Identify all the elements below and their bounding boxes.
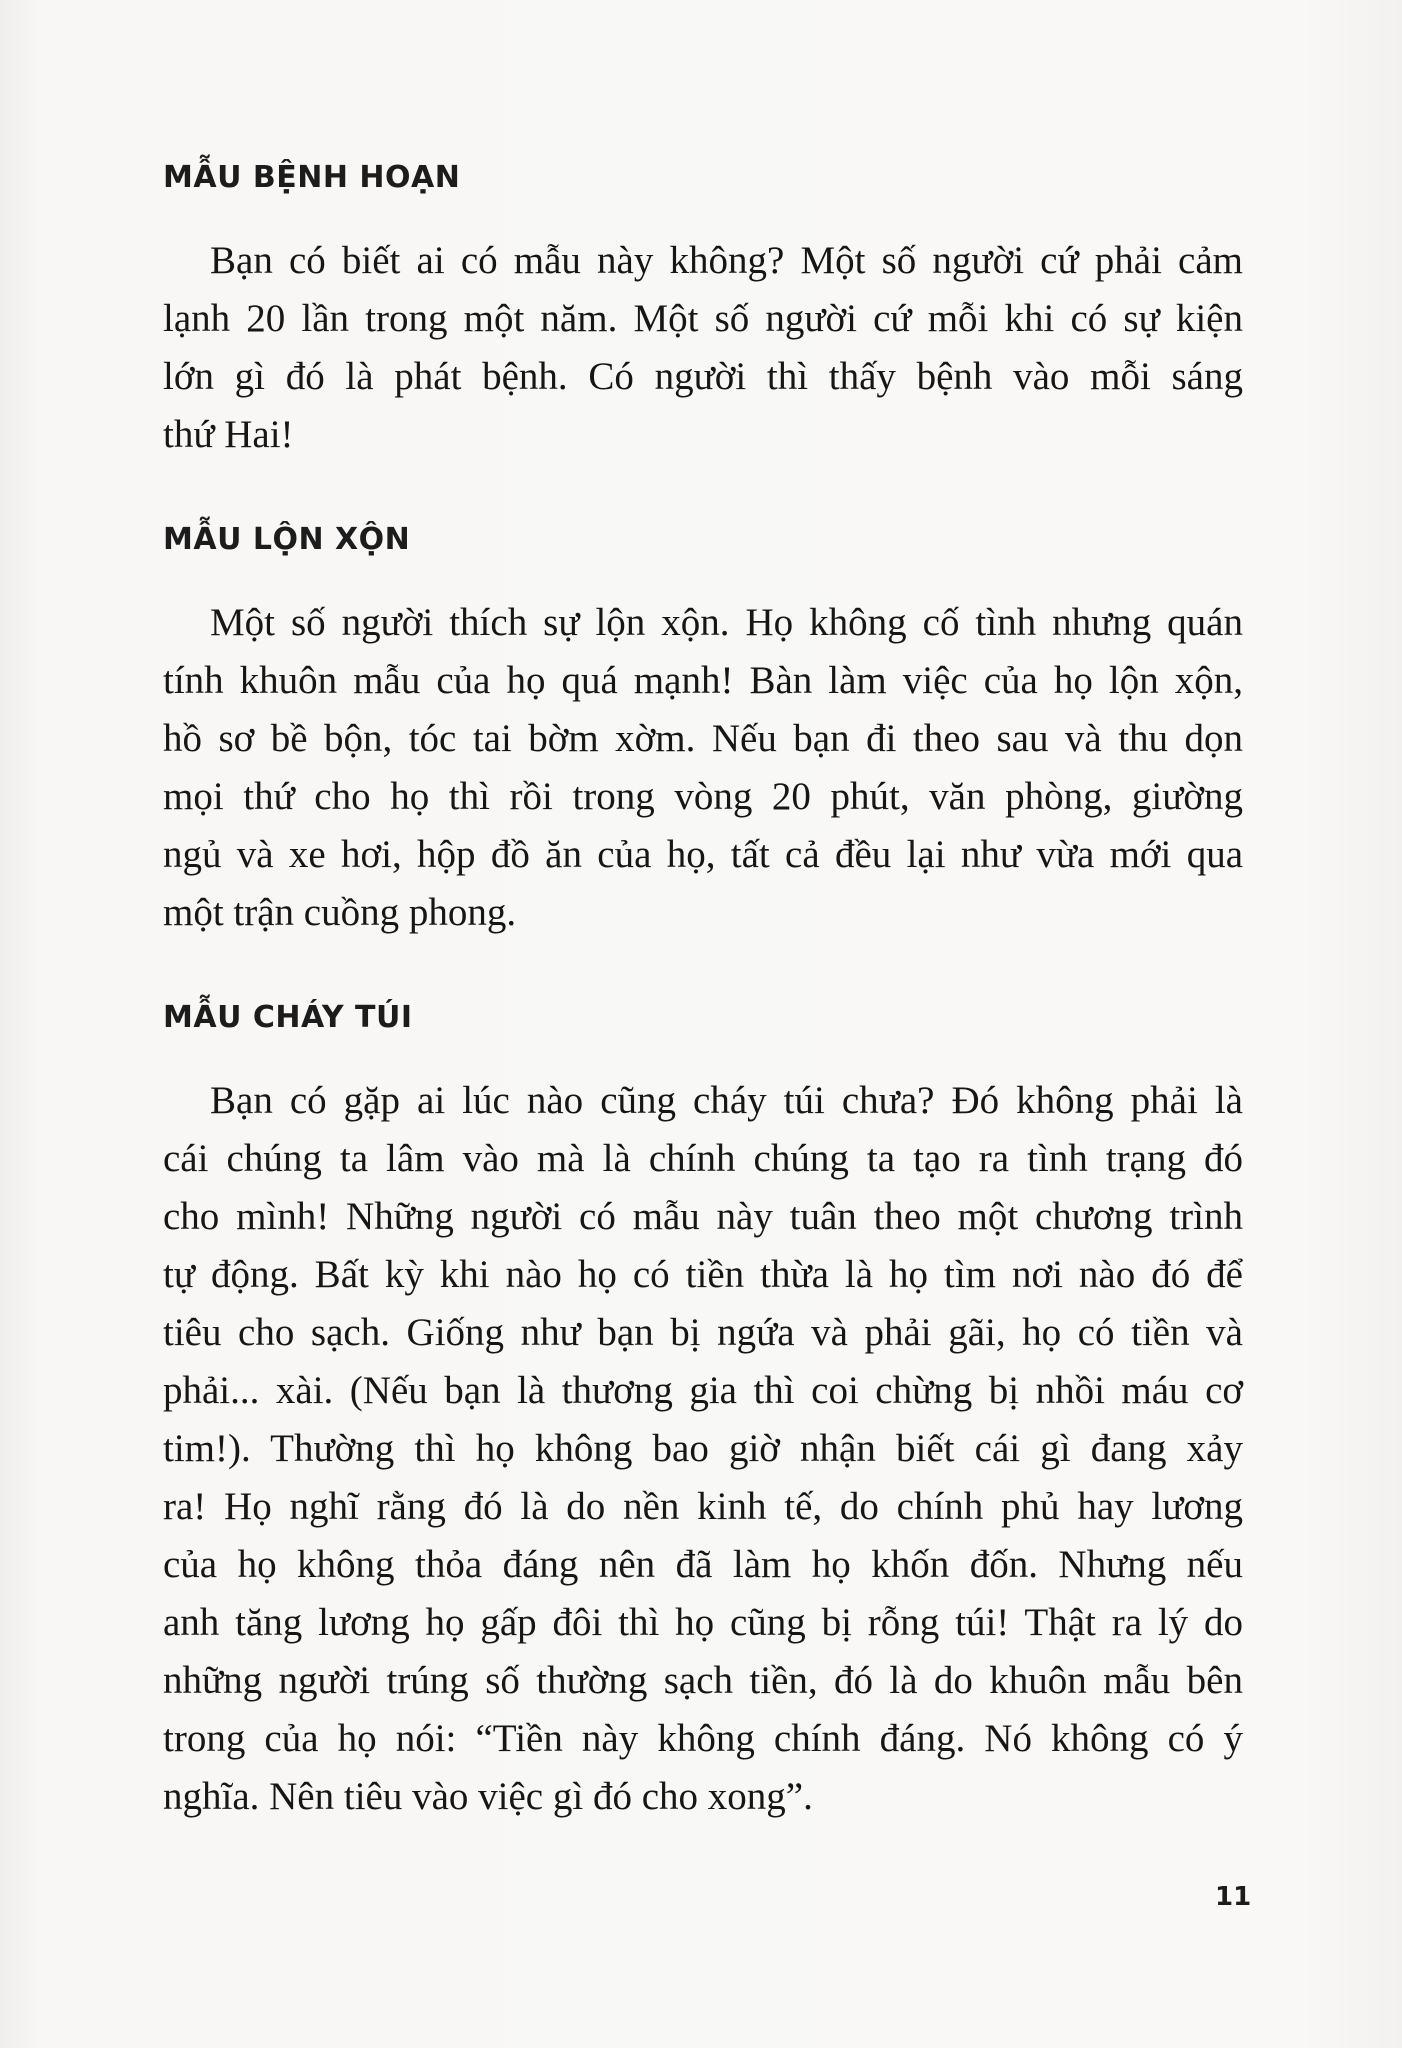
paragraph-line: cho mình! Những người có mẫu này tuân theo một chương trình: [163, 1195, 1243, 1238]
section-heading-messy: MẪU LỘN XỘN: [163, 522, 411, 557]
paragraph-line: phải... xài. (Nếu bạn là thương gia thì coi chừng bị nhồi máu cơ: [163, 1369, 1243, 1412]
paragraph-line: một trận cuồng phong.: [163, 891, 517, 934]
paragraph-line: Một số người thích sự lộn xộn. Họ không cố tình nhưng quán: [210, 601, 1243, 644]
paragraph-line: anh tăng lương họ gấp đôi thì họ cũng bị rỗng túi! Thật ra lý do: [163, 1601, 1243, 1644]
paragraph-line: tim!). Thường thì họ không bao giờ nhận biết cái gì đang xảy: [163, 1427, 1243, 1470]
paragraph-line: tính khuôn mẫu của họ quá mạnh! Bàn làm việc của họ lộn xộn,: [163, 659, 1243, 702]
section-heading-broke: MẪU CHÁY TÚI: [163, 1000, 413, 1035]
section-paragraph-messy: [163, 594, 1243, 942]
paragraph-line: thứ Hai!: [163, 413, 294, 456]
paragraph-line: hồ sơ bề bộn, tóc tai bờm xờm. Nếu bạn đi theo sau và thu dọn: [163, 717, 1243, 760]
page-content: [163, 148, 1243, 1826]
paragraph-line: ngủ và xe hơi, hộp đồ ăn của họ, tất cả đều lại như vừa mới qua: [163, 833, 1243, 876]
paragraph-line: những người trúng số thường sạch tiền, đó là do khuôn mẫu bên: [163, 1659, 1243, 1702]
paragraph-line: cái chúng ta lâm vào mà là chính chúng ta tạo ra tình trạng đó: [163, 1137, 1243, 1180]
paragraph-line: Bạn có biết ai có mẫu này không? Một số người cứ phải cảm: [210, 239, 1243, 282]
section-heading-sick: MẪU BỆNH HOẠN: [163, 160, 461, 195]
paragraph-line: tiêu cho sạch. Giống như bạn bị ngứa và phải gãi, họ có tiền và: [163, 1311, 1243, 1354]
paragraph-line: lạnh 20 lần trong một năm. Một số người cứ mỗi khi có sự kiện: [163, 297, 1243, 340]
paragraph-line: mọi thứ cho họ thì rồi trong vòng 20 phút, văn phòng, giường: [163, 775, 1243, 818]
paragraph-line: nghĩa. Nên tiêu vào việc gì đó cho xong”.: [163, 1775, 813, 1818]
page-number: 11: [1215, 1882, 1252, 1912]
paragraph-line: của họ không thỏa đáng nên đã làm họ khốn đốn. Nhưng nếu: [163, 1543, 1243, 1586]
paragraph-line: trong của họ nói: “Tiền này không chính đáng. Nó không có ý: [163, 1717, 1243, 1760]
section-paragraph-sick: [163, 232, 1243, 464]
paragraph-line: lớn gì đó là phát bệnh. Có người thì thấy bệnh vào mỗi sáng: [163, 355, 1243, 398]
paragraph-line: ra! Họ nghĩ rằng đó là do nền kinh tế, do chính phủ hay lương: [163, 1485, 1243, 1528]
section-paragraph-broke: [163, 1072, 1243, 1826]
paragraph-line: Bạn có gặp ai lúc nào cũng cháy túi chưa? Đó không phải là: [210, 1079, 1243, 1122]
paragraph-line: tự động. Bất kỳ khi nào họ có tiền thừa là họ tìm nơi nào đó để: [163, 1253, 1243, 1296]
